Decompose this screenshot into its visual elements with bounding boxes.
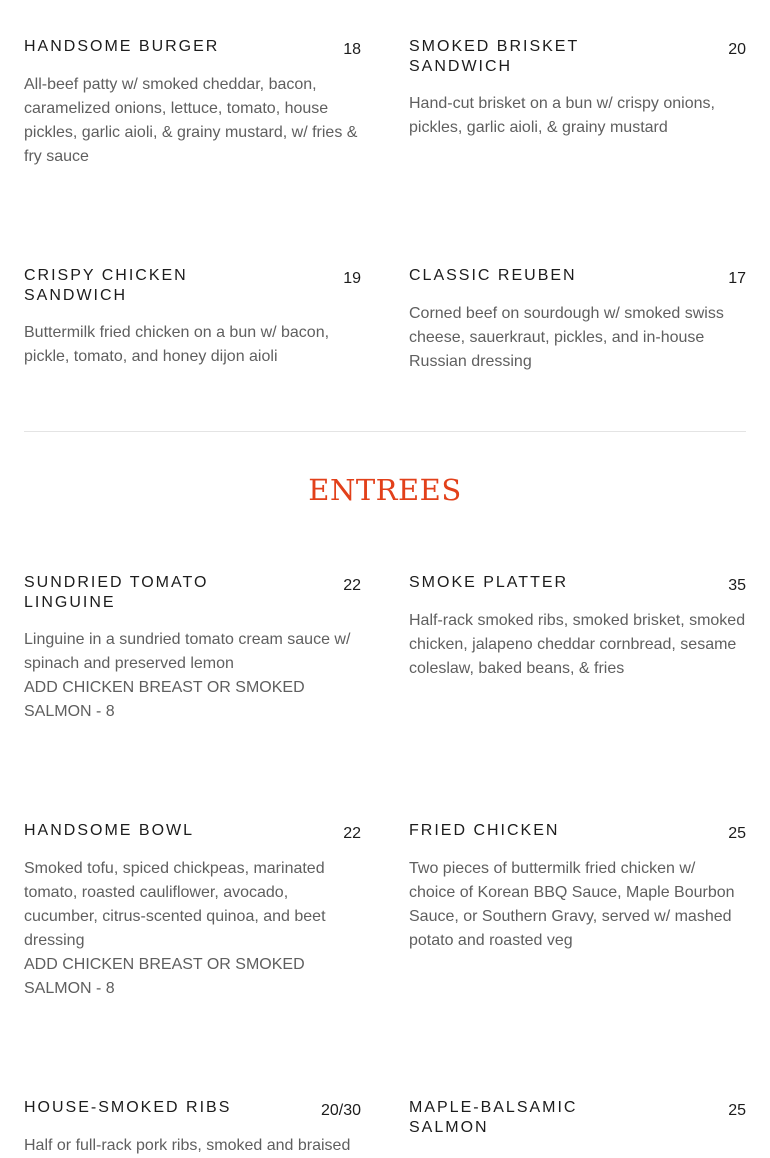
section-divider	[24, 431, 746, 432]
item-price: 22	[343, 577, 361, 594]
item-price: 25	[728, 825, 746, 842]
description-line: Two pieces of buttermilk fried chicken w/ choice of Korean BBQ Sauce, Maple Bourbon Sauce, or Southern Gravy, served w/ mashed potato and roasted veg	[409, 860, 735, 949]
item-description	[24, 628, 361, 724]
item-price: 35	[728, 577, 746, 594]
item-name: MAPLE-BALSAMIC SALMON	[409, 1099, 578, 1136]
item-name: SUNDRIED TOMATO LINGUINE	[24, 574, 209, 611]
item-description	[409, 609, 746, 681]
item-name: CRISPY CHICKEN SANDWICH	[24, 267, 188, 304]
item-price: 18	[343, 41, 361, 58]
description-line: Corned beef on sourdough w/ smoked swiss cheese, sauerkraut, pickles, and in-house Russian dressing	[409, 305, 724, 370]
item-name: CLASSIC REUBEN	[409, 267, 577, 284]
description-line: Half-rack smoked ribs, smoked brisket, smoked chicken, jalapeno cheddar cornbread, sesame coleslaw, baked beans, & fries	[409, 612, 746, 677]
item-description	[24, 321, 361, 369]
item-price: 17	[728, 270, 746, 287]
item-price: 25	[728, 1102, 746, 1119]
item-description	[24, 857, 361, 1001]
item-price: 22	[343, 825, 361, 842]
item-name: FRIED CHICKEN	[409, 822, 560, 839]
description-addon: ADD CHICKEN BREAST OR SMOKED SALMON - 8	[24, 679, 305, 720]
item-name: HANDSOME BURGER	[24, 38, 220, 55]
item-description	[24, 1134, 361, 1158]
description-line: Hand-cut brisket on a bun w/ crispy onions, pickles, garlic aioli, & grainy mustard	[409, 95, 715, 136]
item-name: HANDSOME BOWL	[24, 822, 195, 839]
item-name: SMOKE PLATTER	[409, 574, 569, 591]
description-line: Linguine in a sundried tomato cream sauce w/ spinach and preserved lemon	[24, 631, 351, 672]
item-price: 20/30	[320, 1102, 361, 1119]
item-price: 20	[728, 41, 746, 58]
item-description	[24, 73, 361, 169]
description-line: Buttermilk fried chicken on a bun w/ bacon, pickle, tomato, and honey dijon aioli	[24, 324, 330, 365]
description-line: Smoked tofu, spiced chickpeas, marinated tomato, roasted cauliflower, avocado, cucumber, citrus-scented quinoa, and beet dressing	[24, 860, 326, 949]
description-line: All-beef patty w/ smoked cheddar, bacon, caramelized onions, lettuce, tomato, house pickles, garlic aioli, & grainy mustard, w/ fries & fry sauce	[24, 76, 358, 165]
description-addon: ADD CHICKEN BREAST OR SMOKED SALMON - 8	[24, 956, 305, 997]
item-name: SMOKED BRISKET SANDWICH	[409, 38, 579, 75]
item-description	[409, 857, 746, 953]
description-line: Half or full-rack pork ribs, smoked and braised	[24, 1137, 351, 1154]
item-description	[409, 302, 746, 374]
section-title-entrees: ENTREES	[308, 473, 462, 507]
item-price: 19	[343, 270, 361, 287]
item-name: HOUSE-SMOKED RIBS	[24, 1099, 232, 1116]
item-description	[409, 92, 746, 140]
